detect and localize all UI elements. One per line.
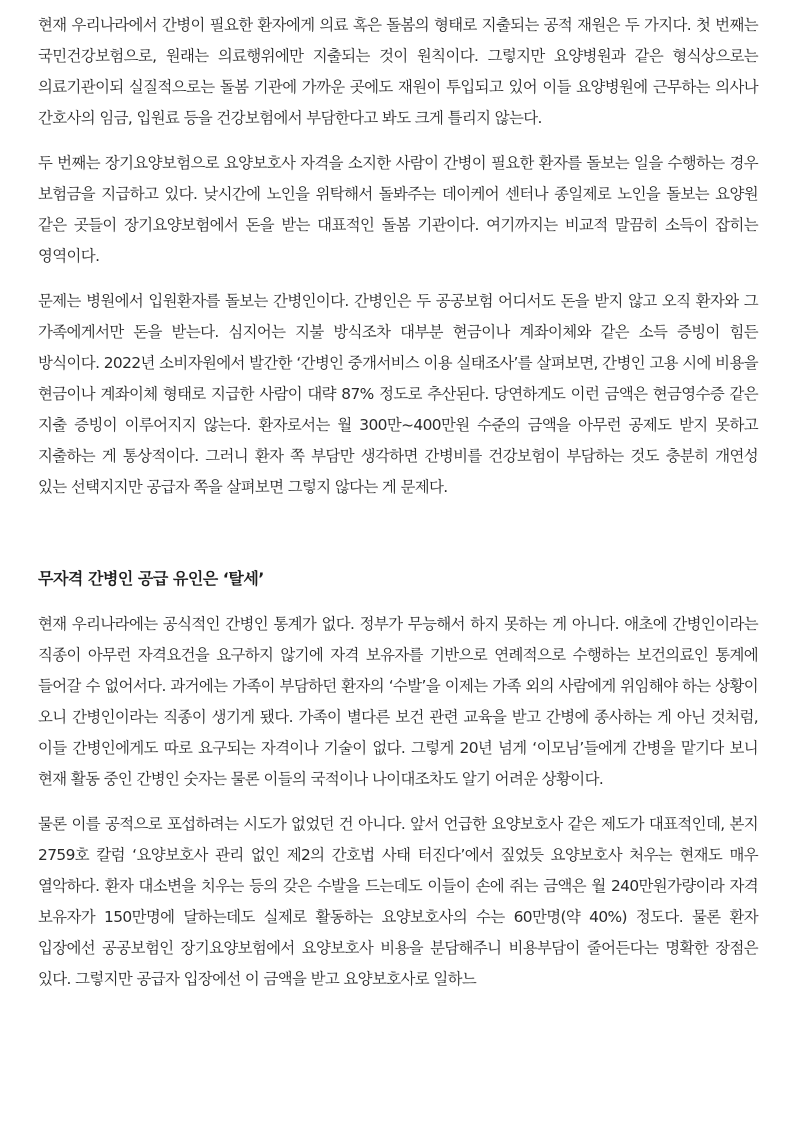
section-heading: 무자격 간병인 공급 유인은 ‘탈세’ [38,569,264,588]
paragraph-caregiver-problem: 문제는 병원에서 입원환자를 돌보는 간병인이다. 간병인은 두 공공보험 어디서도 돈을 받지 않고 오직 환자와 그 가족에게서만 돈을 받는다. 심지어는 지불 방식조차 대부분 현금이나 계좌이체와 같은 소득 증빙이 힘든 방식이다. 2022년 소비자원에서 발간한 ‘간병인 중개서비스 이용 실태조사’를 살펴보면, 간병인 고용 시에 비용을 현금이나 계좌이체 형태로 지급한 사람이 대략 87% 정도로 추산된다. 당연하게도 이런 금액은 현금영수증 같은 지출 증빙이 이루어지지 않는다. 환자로서는 월 300만~400만원 수준의 금액을 아무런 공제도 받지 못하고 지출하는 게 통상적이다. 그러니 환자 쪽 부담만 생각하면 간병비를 건강보험이 부담하는 것도 충분히 개연성 있는 선택지지만 공급자 쪽을 살펴보면 그렇지 않다는 게 문제다. [38,292,758,496]
article-body [38,10,758,1009]
paragraph-long-term-care: 두 번째는 장기요양보험으로 요양보호사 자격을 소지한 사람이 간병이 필요한 환자를 돌보는 일을 수행하는 경우 보험금을 지급하고 있다. 낮시간에 노인을 위탁해서 돌봐주는 데이케어 센터나 종일제로 노인을 돌보는 요양원 같은 곳들이 장기요양보험에서 돈을 받는 대표적인 돌봄 기관이다. 여기까지는 비교적 말끔히 소득이 잡히는 영역이다. [38,154,758,265]
paragraph-no-statistics: 현재 우리나라에는 공식적인 간병인 통계가 없다. 정부가 무능해서 하지 못하는 게 아니다. 애초에 간병인이라는 직종이 아무런 자격요건을 요구하지 않기에 자격 보유자를 기반으로 연례적으로 수행하는 보건의료인 통계에 들어갈 수 없어서다. 과거에는 가족이 부담하던 환자의 ‘수발’을 이제는 가족 외의 사람에게 위임해야 하는 상황이 오니 간병인이라는 직종이 생기게 됐다. 가족이 별다른 보건 관련 교육을 받고 간병에 종사하는 게 아닌 것처럼, 이들 간병인에게도 따로 요구되는 자격이나 기술이 없다. 그렇게 20년 넘게 ‘이모님’들에게 간병을 맡기다 보니 현재 활동 중인 간병인 숫자는 물론 이들의 국적이나 나이대조차도 알기 어려운 상황이다. [38,615,758,788]
paragraph-public-funding: 현재 우리나라에서 간병이 필요한 환자에게 의료 혹은 돌봄의 형태로 지출되는 공적 재원은 두 가지다. 첫 번째는 국민건강보험으로, 원래는 의료행위에만 지출되는 것이 원칙이다. 그렇지만 요양병원과 같은 형식상으로는 의료기관이되 실질적으로는 돌봄 기관에 가까운 곳에도 재원이 투입되고 있어 이들 요양병원에 근무하는 의사나 간호사의 임금, 입원료 등을 건강보험에서 부담한다고 봐도 크게 틀리지 않는다. [38,16,758,127]
paragraph-care-worker: 물론 이를 공적으로 포섭하려는 시도가 없었던 건 아니다. 앞서 언급한 요양보호사 같은 제도가 대표적인데, 본지 2759호 칼럼 ‘요양보호사 관리 없인 제2의 간호법 사태 터진다’에서 짚었듯 요양보호사 처우는 현재도 매우 열악하다. 환자 대소변을 치우는 등의 갖은 수발을 드는데도 이들이 손에 쥐는 금액은 월 240만원가량이라 자격 보유자가 150만명에 달하는데도 실제로 활동하는 요양보호사의 수는 60만명(약 40%) 정도다. 물론 환자 입장에선 공공보험인 장기요양보험에서 요양보호사 비용을 분담해주니 비용부담이 줄어든다는 명확한 장점은 있다. 그렇지만 공급자 입장에선 이 금액을 받고 요양보호사로 일하느 [38,815,758,988]
